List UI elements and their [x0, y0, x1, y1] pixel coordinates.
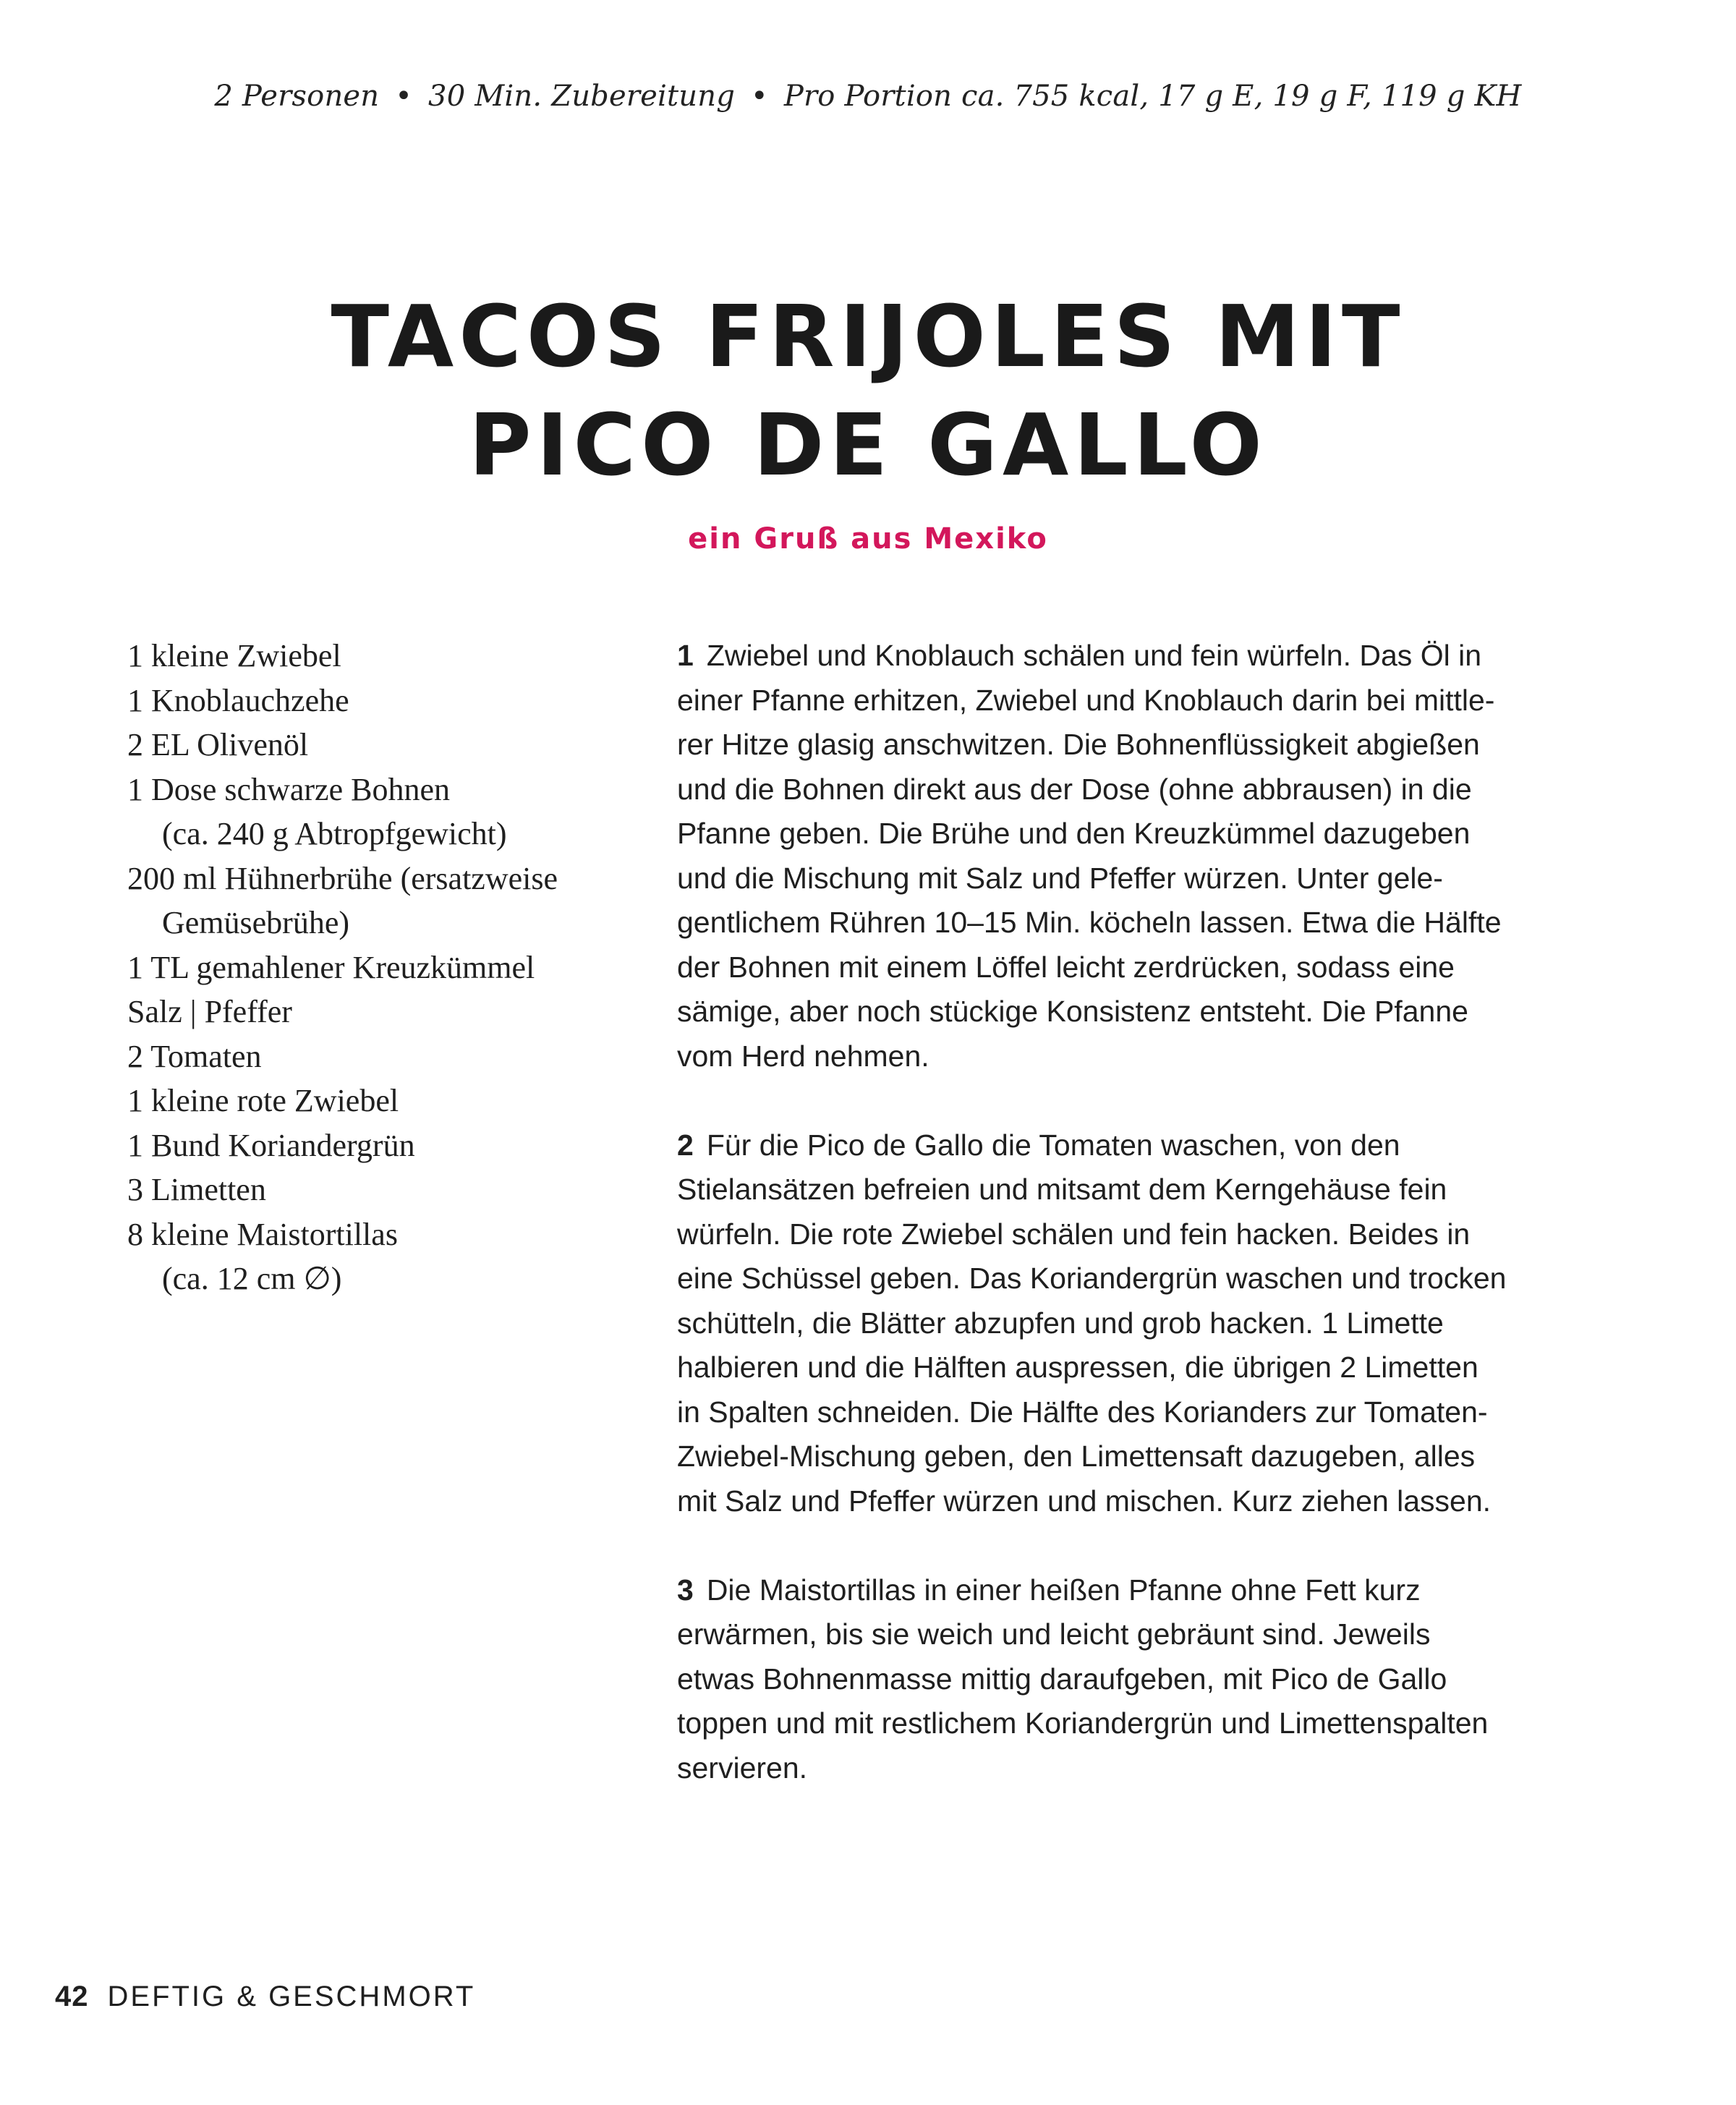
step-line — [677, 1568, 1574, 1613]
step-line: erwärmen, bis sie weich und leicht gebräunt sind. Jeweils — [677, 1617, 1431, 1651]
step-line: mit Salz und Pfeffer würzen und mischen. Kurz ziehen lassen. — [677, 1484, 1492, 1518]
preparation-steps — [677, 634, 1574, 1835]
step-line: sämige, aber noch stückige Konsistenz entsteht. Die Pfanne — [677, 995, 1468, 1028]
ingredient-item: 1 Knoblauchzehe — [127, 682, 349, 718]
step-line: Stielansätzen befreien und mitsamt dem Kerngehäuse fein — [677, 1173, 1447, 1206]
step-number: 1 — [677, 639, 694, 672]
step-line: eine Schüssel geben. Das Koriandergrün waschen und trocken — [677, 1262, 1507, 1295]
servings-text: 2 Personen — [214, 80, 380, 113]
step-line: schütteln, die Blätter abzupfen und grob hacken. 1 Limette — [677, 1306, 1444, 1340]
step-line: gentlichem Rühren 10–15 Min. köcheln lassen. Etwa die Hälfte — [677, 906, 1502, 939]
bullet-separator: • — [395, 80, 413, 113]
ingredient-item: 1 Bund Koriandergrün — [127, 1127, 415, 1163]
nutrition-text: Pro Portion ca. 755 kcal, 17 g E, 19 g F, 119 g KH — [783, 80, 1522, 113]
step-line: Zwiebel-Mischung geben, den Limettensaft dazugeben, alles — [677, 1440, 1476, 1473]
step-number: 2 — [677, 1128, 694, 1162]
step-line: servieren. — [677, 1751, 808, 1785]
recipe-title-line-1: TACOS FRIJOLES MIT — [331, 286, 1405, 386]
recipe-meta-line — [0, 80, 1736, 113]
ingredient-item: 1 TL gemahlener Kreuzkümmel — [127, 949, 535, 985]
step-line: und die Mischung mit Salz und Pfeffer würzen. Unter gele- — [677, 861, 1443, 895]
section-name: DEFTIG & GESCHMORT — [107, 1981, 476, 2012]
page-number: 42 — [55, 1981, 89, 2012]
step-2 — [677, 1123, 1574, 1524]
ingredient-item: 1 kleine Zwiebel — [127, 638, 341, 673]
ingredient-item-continuation: (ca. 12 cm ∅) — [162, 1261, 342, 1296]
step-line: und die Bohnen direkt aus der Dose (ohne abbrausen) in die — [677, 772, 1472, 806]
step-line: der Bohnen mit einem Löffel leicht zerdrücken, sodass eine — [677, 950, 1455, 984]
step-line-text: Für die Pico de Gallo die Tomaten waschen, von den — [706, 1128, 1400, 1162]
ingredient-item: 200 ml Hühnerbrühe (ersatzweise — [127, 860, 558, 896]
step-line-text: Die Maistortillas in einer heißen Pfanne ohne Fett kurz — [706, 1573, 1421, 1607]
bullet-separator: • — [751, 80, 768, 113]
step-3 — [677, 1568, 1574, 1791]
step-line: in Spalten schneiden. Die Hälfte des Korianders zur Tomaten- — [677, 1395, 1488, 1429]
step-number: 3 — [677, 1573, 694, 1607]
ingredient-item: 1 Dose schwarze Bohnen — [127, 771, 450, 807]
step-line — [677, 1123, 1574, 1168]
recipe-title-line-2: PICO DE GALLO — [469, 395, 1267, 495]
step-line: würfeln. Die rote Zwiebel schälen und fein hacken. Beides in — [677, 1217, 1471, 1251]
ingredient-item: Salz | Pfeffer — [127, 994, 292, 1029]
step-line: rer Hitze glasig anschwitzen. Die Bohnenflüssigkeit abgießen — [677, 728, 1480, 761]
ingredient-item-continuation: (ca. 240 g Abtropfgewicht) — [162, 816, 507, 851]
ingredient-item: 2 Tomaten — [127, 1038, 262, 1074]
step-line: toppen und mit restlichem Koriandergrün und Limettenspalten — [677, 1706, 1489, 1740]
ingredient-list — [127, 634, 634, 1301]
ingredient-item: 1 kleine rote Zwiebel — [127, 1083, 399, 1118]
ingredient-item: 2 EL Olivenöl — [127, 727, 309, 762]
step-line: Pfanne geben. Die Brühe und den Kreuzkümmel dazugeben — [677, 817, 1471, 850]
ingredient-item: 8 kleine Maistortillas — [127, 1216, 398, 1252]
step-line-text: Zwiebel und Knoblauch schälen und fein würfeln. Das Öl in — [706, 639, 1481, 672]
page-footer — [55, 1981, 475, 2013]
time-text: 30 Min. Zubereitung — [428, 80, 736, 113]
step-line — [677, 634, 1574, 679]
ingredient-item: 3 Limetten — [127, 1172, 266, 1207]
ingredient-item-continuation: Gemüsebrühe) — [162, 905, 350, 940]
step-line: vom Herd nehmen. — [677, 1039, 929, 1073]
step-1 — [677, 634, 1574, 1079]
step-line: etwas Bohnenmasse mittig daraufgeben, mit Pico de Gallo — [677, 1662, 1447, 1696]
step-line: halbieren und die Hälften auspressen, die übrigen 2 Limetten — [677, 1351, 1478, 1384]
recipe-subtitle: ein Gruß aus Mexiko — [688, 522, 1048, 556]
step-line: einer Pfanne erhitzen, Zwiebel und Knoblauch darin bei mittle- — [677, 683, 1495, 717]
recipe-title — [0, 282, 1736, 499]
